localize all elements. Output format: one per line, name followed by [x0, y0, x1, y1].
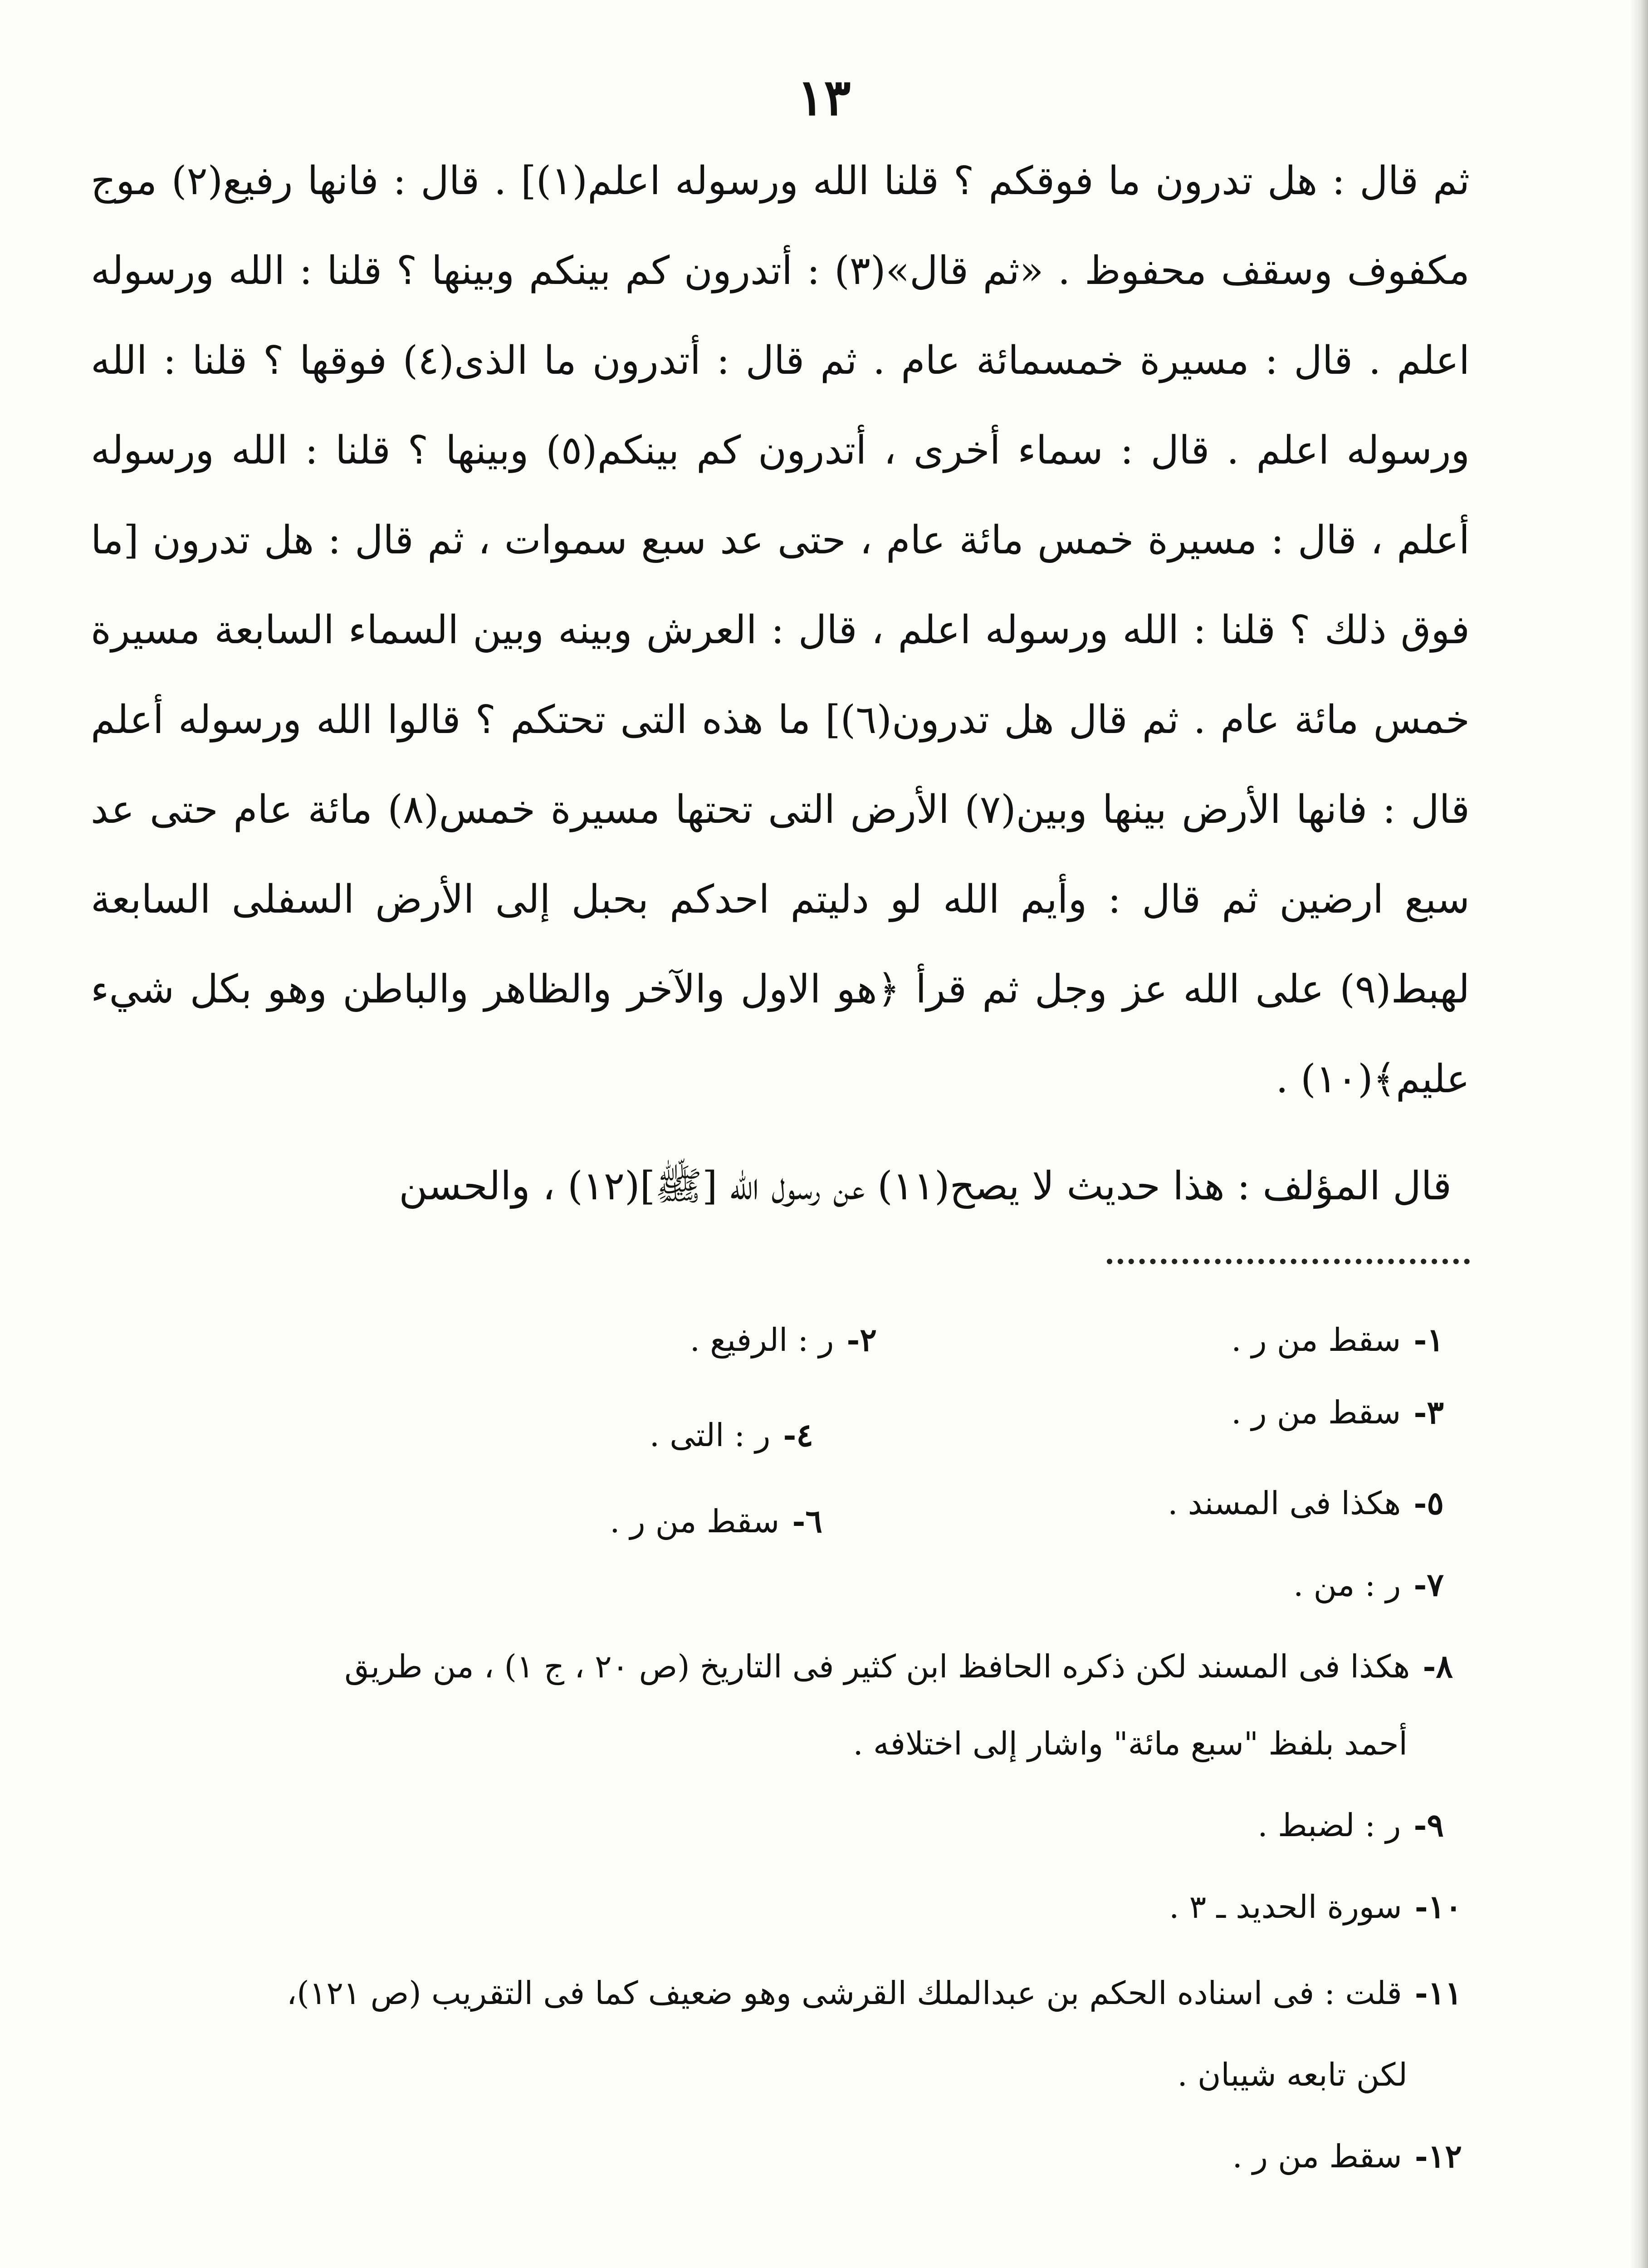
footnote-text: سقط من ر . — [610, 1503, 780, 1540]
footnote-3 — [1231, 1388, 1444, 1437]
footnote-number: ١١- — [1414, 1974, 1462, 2012]
footnote-divider — [1107, 1259, 1470, 1264]
footnote-number: ٤- — [783, 1416, 813, 1454]
footnote-text: سقط من ر . — [1231, 1394, 1401, 1431]
footnote-number: ٦- — [792, 1502, 822, 1540]
footnote-number: ٩- — [1413, 1806, 1444, 1844]
footnote-number: ٨- — [1423, 1647, 1453, 1685]
footnote-9 — [1257, 1801, 1444, 1850]
footnote-text: ر : من . — [1293, 1566, 1401, 1603]
main-text — [91, 136, 1470, 1124]
footnote-6 — [610, 1497, 822, 1546]
page-edge-shading — [1630, 0, 1648, 2268]
footnote-number: ١٠- — [1414, 1888, 1462, 1926]
footnote-text: ر : التى . — [649, 1417, 771, 1454]
page-number: ١٣ — [797, 68, 851, 127]
footnote-10 — [1169, 1882, 1462, 1931]
footnote-5 — [1168, 1479, 1444, 1528]
footnote-4 — [650, 1411, 813, 1460]
footnote-2 — [690, 1315, 877, 1364]
footnote-11 — [287, 1969, 1462, 2018]
main-paragraph: ثم قال : هل تدرون ما فوقكم ؟ قلنا الله ورسوله اعلم(١)] . قال : فانها رفيع(٢) موج مكفوف وسقف محفوظ . «ثم قال»(٣) : أتدرون كم بينكم وبينها ؟ قلنا : الله ورسوله اعلم . قال : مسيرة خمسمائة عام . ثم قال : أتدرون ما الذى(٤) فوقها ؟ قلنا : الله ورسوله اعلم . قال : سماء أخرى ، أتدرون كم بينكم(٥) وبينها ؟ قلنا : الله ورسوله أعلم ، قال : مسيرة خمس مائة عام ، حتى عد سبع سموات ، ثم قال : هل تدرون [ما فوق ذلك ؟ قلنا : الله ورسوله اعلم ، قال : العرش وبينه وبين السماء السابعة مسيرة خمس مائة عام . ثم قال هل تدرون(٦)] ما هذه التى تحتكم ؟ قالوا الله ورسوله أعلم قال : فانها الأرض بينها وبين(٧) الأرض التى تحتها مسيرة خمس(٨) مائة عام حتى عد سبع ارضين ثم قال : وأيم الله لو دليتم احدكم بحبل إلى الأرض السفلى السابعة لهبط(٩) على الله عز وجل ثم قرأ ﴿هو الاول والآخر والظاهر والباطن وهو بكل شيء عليم﴾(١٠) . — [91, 158, 1470, 1102]
footnote-text: سقط من ر . — [1231, 1321, 1401, 1359]
footnote-text: سقط من ر . — [1232, 2138, 1402, 2175]
footnote-number: ٣- — [1413, 1393, 1444, 1431]
footnote-text: هكذا فى المسند . — [1168, 1485, 1401, 1522]
footnote-text: هكذا فى المسند لكن ذكره الحافظ ابن كثير فى التاريخ (ص ٢٠ ، ج ١) ، من طريق — [344, 1648, 1410, 1685]
footnote-11-continuation: لكن تابعه شيبان . — [1177, 2056, 1408, 2093]
footnote-number: ١٢- — [1414, 2137, 1462, 2175]
footnote-text: قلت : فى اسناده الحكم بن عبدالملك القرشى وهو ضعيف كما فى التقريب (ص ١٢١)، — [286, 1975, 1402, 2012]
footnote-12 — [1232, 2132, 1462, 2181]
footnote-8 — [344, 1642, 1453, 1691]
footnote-text: ر : الرفيع . — [690, 1321, 834, 1359]
footnote-text: سورة الحديد ـ ٣ . — [1169, 1888, 1402, 1926]
footnote-text: ر : لضبط . — [1257, 1807, 1401, 1844]
footnote-number: ٥- — [1413, 1484, 1444, 1522]
footnote-1 — [1231, 1315, 1444, 1364]
author-note: قال المؤلف : هذا حديث لا يصح(١١) عن رسول الله [ﷺ](١٢) ، والحسن — [399, 1163, 1452, 1209]
footnote-7 — [1293, 1560, 1444, 1609]
footnote-number: ٧- — [1413, 1566, 1444, 1603]
footnote-8-continuation: أحمد بلفظ "سبع مائة" واشار إلى اختلافه . — [853, 1725, 1408, 1762]
footnote-number: ٢- — [846, 1321, 877, 1359]
footnote-number: ١- — [1413, 1321, 1444, 1359]
